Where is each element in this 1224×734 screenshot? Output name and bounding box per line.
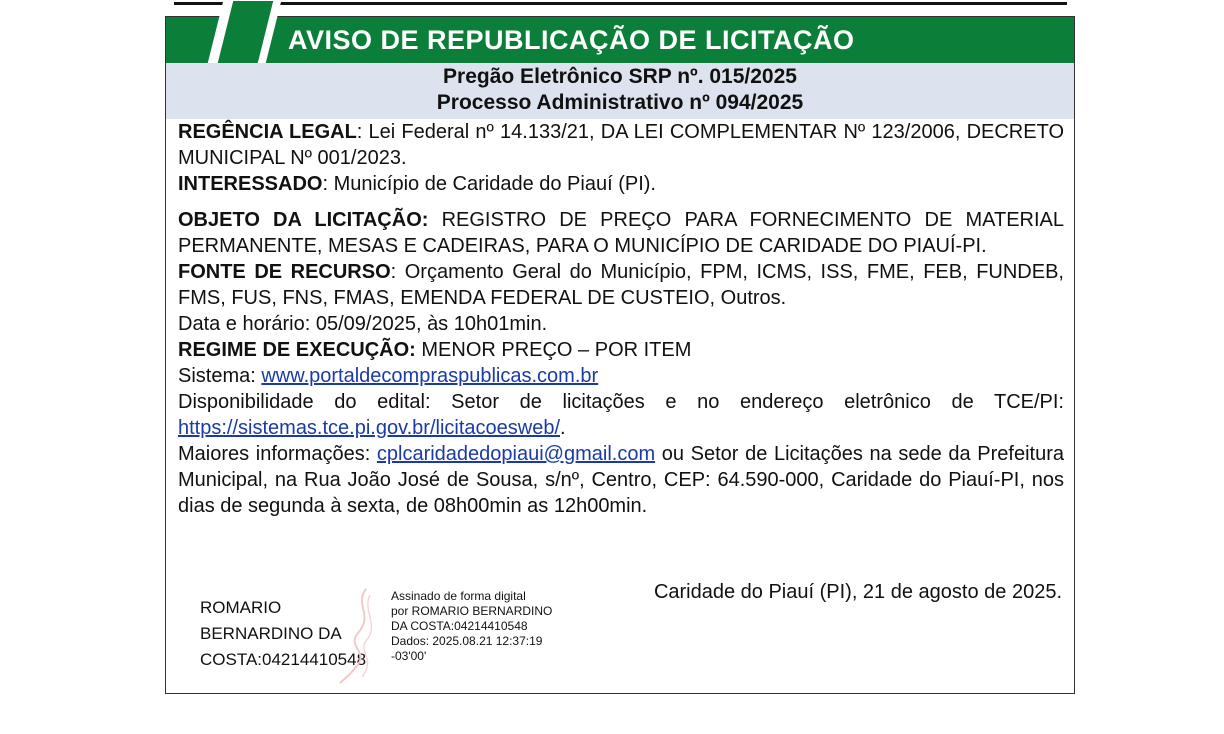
sig-line-3: DA COSTA:04214410548 [391,619,528,633]
top-rule [174,2,1067,5]
regime-paragraph [178,337,1064,363]
fonte-text: : Orçamento Geral do Município, FPM, ICMS, ISS, FME, FEB, FUNDEB, FMS, FUS, FNS, FMAS, EMENDA FEDERAL DE CUSTEIO, Outros. [178,261,1064,309]
regencia-label: REGÊNCIA LEGAL [178,121,357,143]
interessado-text: : Município de Caridade do Piauí (PI). [322,173,656,195]
info-paragraph [178,441,1064,519]
info-email-link[interactable]: cplcaridadedopiaui@gmail.com [376,443,656,465]
notice-body [178,119,1064,519]
interessado-paragraph [178,171,1064,197]
objeto-paragraph [178,207,1064,259]
sig-line-2: por ROMARIO BERNARDINO [391,604,553,618]
regime-label: REGIME DE EXECUÇÃO: [178,339,416,361]
signature-mark-icon [336,585,386,685]
sig-line-5: -03'00' [391,649,427,663]
sig-line-1: Assinado de forma digital [391,589,526,603]
objeto-label: OBJETO DA LICITAÇÃO: [178,209,429,231]
fonte-paragraph [178,259,1064,311]
pregao-number: Pregão Eletrônico SRP nº. 015/2025 [443,65,797,88]
place-date: Caridade do Piauí (PI), 21 de agosto de 2025. [653,581,1062,603]
regime-text: MENOR PREÇO – POR ITEM [415,339,692,361]
regencia-paragraph [178,119,1064,171]
edital-link[interactable]: https://sistemas.tce.pi.gov.br/licitacoesweb/ [178,417,561,439]
sig-line-4: Dados: 2025.08.21 12:37:19 [391,634,543,648]
notice-title: AVISO DE REPUBLICAÇÃO DE LICITAÇÃO [288,25,855,55]
edital-paragraph [178,389,1064,441]
sistema-link[interactable]: www.portaldecompraspublicas.com.br [261,365,599,387]
signer-line-1: ROMARIO [200,598,282,617]
edital-text: Disponibilidade do edital: Setor de licitações e no endereço eletrônico de TCE/PI: [178,391,1064,413]
signer-line-2: BERNARDINO DA [200,624,342,643]
info-suffix: ou Setor de Licitações na sede da Prefeitura Municipal, na Rua João José de Sousa, s/nº, Centro, CEP: 64.590-000, Caridade do Piauí-PI, nos dias de segunda à sexta, de 08h00min as 12h00min. [178,443,1064,517]
notice-frame [165,16,1075,694]
processo-number: Processo Administrativo nº 094/2025 [436,91,804,114]
sistema-paragraph [178,363,1064,389]
sistema-label: Sistema: [178,365,262,387]
signer-line-3: COSTA:04214410548 [200,650,367,669]
info-prefix: Maiores informações: [178,443,377,465]
digital-signature-info [391,589,581,664]
data-horario: Data e horário: 05/09/2025, às 10h01min. [178,313,548,335]
subheading-block [166,63,1074,119]
objeto-text: REGISTRO DE PREÇO PARA FORNECIMENTO DE MATERIAL PERMANENTE, MESAS E CADEIRAS, PARA O MUNICÍPIO DE CARIDADE DO PIAUÍ-PI. [178,209,1065,257]
title-banner [166,17,1074,63]
fonte-label: FONTE DE RECURSO [178,261,391,283]
regencia-text: : Lei Federal nº 14.133/21, DA LEI COMPLEMENTAR Nº 123/2006, DECRETO MUNICIPAL Nº 001/2023. [178,121,1064,169]
interessado-label: INTERESSADO [178,173,323,195]
edital-end: . [560,417,566,439]
